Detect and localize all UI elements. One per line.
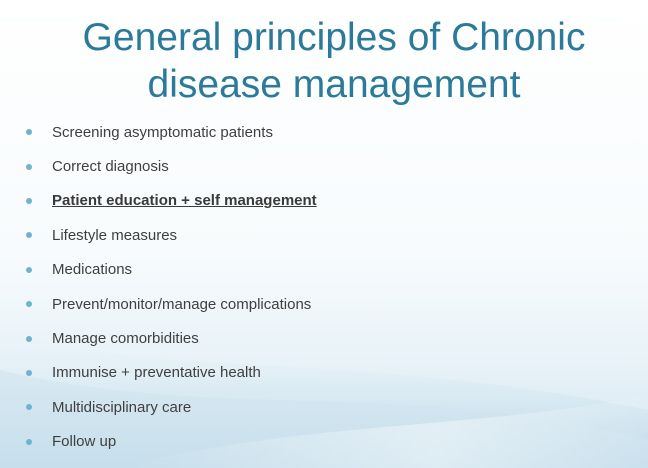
bullet-text: Medications [52,261,133,279]
bullet-dot-icon [26,267,32,273]
bullet-text: Screening asymptomatic patients [52,123,273,141]
bullet-text: Multidisciplinary care [52,398,192,416]
slide-title [20,14,648,108]
bullet-dot-icon [26,370,32,376]
bullet-text-emphasized: Patient education + self management [52,192,317,210]
bullet-text: Manage comorbidities [52,330,199,348]
bullet-text: Follow up [52,433,117,451]
bullet-text: Prevent/monitor/manage complications [52,295,312,313]
bullet-dot-icon [26,164,32,170]
slide-title-line-2: disease management [147,63,521,106]
bullet-text: Lifestyle measures [52,226,178,244]
bullet-text: Immunise + preventative health [52,364,261,382]
bullet-text: Correct diagnosis [52,158,169,176]
slide-title-line-1: General principles of Chronic [82,16,586,59]
bullet-dot-icon [26,439,32,445]
bullet-dot-icon [26,336,32,342]
bullet-dot-icon [26,198,32,204]
